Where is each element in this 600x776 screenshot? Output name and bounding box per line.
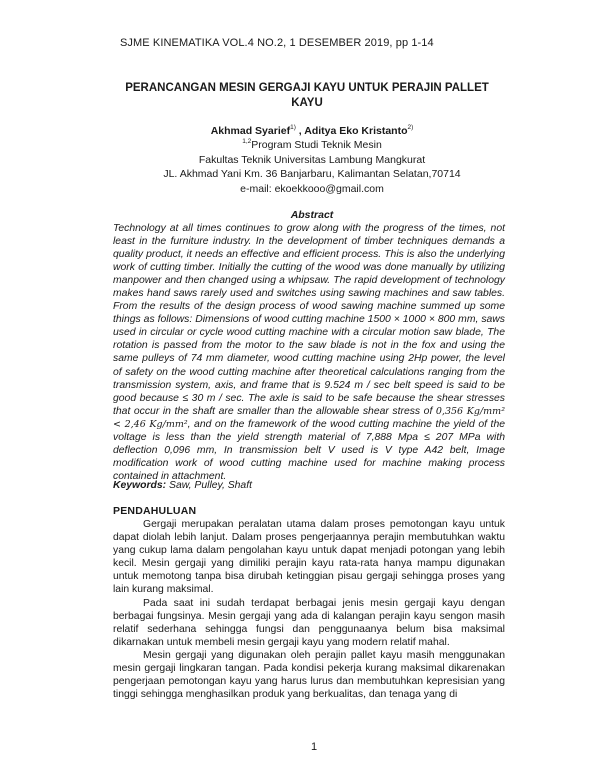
author-separator: , [295, 125, 305, 137]
abstract-body [113, 222, 505, 483]
body-paragraph: Pada saat ini sudah terdapat berbagai jenis mesin gergaji kayu dengan berbagai fungsinya. Mesin gergaji yang ada di kalangan perajin kayu sengon masih relatif sederhana sehingga fungsi dan penggunaanya belum bisa maksimal dikarnakan untuk membeli mesin gergaji kayu yang modern relatif mahal. [113, 597, 505, 648]
abstract-heading: Abstract [290, 209, 334, 221]
affiliation-address: JL. Akhmad Yani Km. 36 Banjarbaru, Kalimantan Selatan,70714 [163, 168, 461, 180]
paper-title: PERANCANGAN MESIN GERGAJI KAYU UNTUK PERAJIN PALLET KAYU [125, 82, 489, 109]
author-1-marker: 1) [290, 124, 296, 131]
keywords-line [113, 480, 252, 491]
running-header: SJME KINEMATIKA VOL.4 NO.2, 1 DESEMBER 2019, pp 1-14 [120, 37, 434, 49]
section-heading: PENDAHULUAN [113, 505, 197, 517]
author-2-name: Aditya Eko Kristanto [304, 125, 408, 137]
abstract-paragraph [113, 222, 505, 483]
affiliation-program [120, 135, 504, 153]
keywords-label: Keywords: [113, 480, 167, 491]
body-paragraph: Mesin gergaji yang digunakan oleh perajin pallet kayu masih menggunakan mesin gergaji lingkaran tangan. Pada kondisi pekerja kurang maksimal dikarenakan pengerjaan pemotongan kayu yang harus lurus dan membutuhkan kepresisian yang tinggi sehingga menghasilkan produk yang berkualitas, dan tenaga yang di [113, 649, 505, 701]
author-1-name: Akhmad Syarief [210, 125, 291, 137]
author-2-marker: 2) [407, 124, 414, 131]
page-number: 1 [310, 741, 318, 753]
abstract-inequality: 0,356 Kg/mm² < 2,46 Kg/mm² [113, 405, 505, 430]
keywords-text: Saw, Pulley, Shaft [166, 480, 252, 491]
affiliation-block [120, 135, 504, 196]
abstract-text-part-2: , and on the framework of the wood cutting machine the yield of the voltage is less than the yield strength material of 7,888 Mpa ≤ 207 MPa with deflection 0,096 mm, In transmission belt V used is V type A42 belt, Image modification work of wood cutting machine used for machine making process contained in attachment. [113, 418, 505, 482]
author-email: e-mail: ekoekkooo@gmail.com [240, 182, 384, 195]
abstract-text-part-1: Technology at all times continues to grow along with the progress of the times, not least in the furniture industry. In the development of timber techniques demands a quality product, it needs an effective and efficient process. This is also the underlying work of cutting timber. Initially the cutting of the wood was done manually by utilizing manpower and then changed using a whipsaw. The rapid development of technology makes hand saws rarely used and switches using sawing machines and saw tables. From the results of the design process of wood sawing machine summed up some things as follows: Dimensions of wood cutting machine 1500 × 1000 × 800 mm, saws used in circular or cycle wood cutting machine with a circular motion saw blade, The rotation is passed from the motor to the saw blade is not in the fox and using the same pulleys of 74 mm diameter, wood cutting machine using 2Hp power, the level of safety on the wood cutting machine after theoretical calculations ranging from the transmission system, axis, and frame that is 9.524 m / sec belt speed is said to be good because ≤ 30 m / sec. The axle is said to be safe because the shear stresses that occur in the shaft are smaller than the allowable shear stress of [113, 223, 505, 417]
introduction-body [113, 518, 505, 701]
body-paragraph: Gergaji merupakan peralatan utama dalam proses pemotongan kayu untuk dapat diolah lebih lanjut. Dalam proses pengerjaannya perajin membutuhkan waktu yang cukup lama dalam pengolahan kayu untuk dapat menjadi potongan yang lebih kecil. Mesin gergaji yang dimiliki perajin kayu rata-rata hanya mampu digunakan untuk memotong tanpa bisa dirubah ketinggian pisau gergaji sehingga proses yang lain kurang maksimal. [113, 519, 505, 596]
affiliation-program-name: Program Studi Teknik Mesin [251, 139, 382, 151]
affiliation-marker: 1,2 [242, 138, 252, 145]
affiliation-faculty: Fakultas Teknik Universitas Lambung Mangkurat [198, 153, 426, 166]
